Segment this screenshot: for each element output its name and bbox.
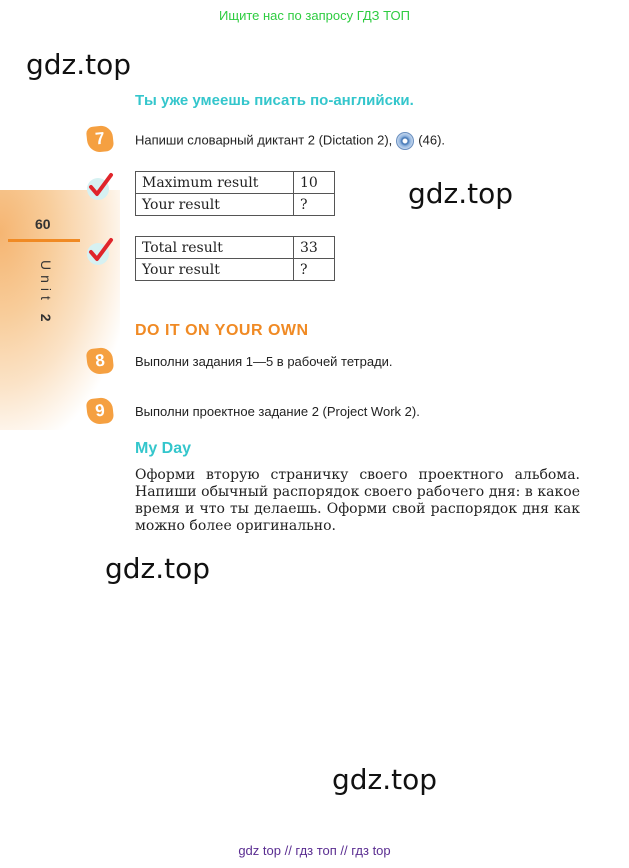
- task-7-text-main: Напиши словарный диктант 2 (Dictation 2),: [135, 132, 393, 148]
- task-number-badge: 9: [86, 397, 115, 426]
- task-9-text: Выполни проектное задание 2 (Project Work 2).: [135, 404, 420, 419]
- table-cell-label: Maximum result: [136, 172, 294, 194]
- table-row: [136, 194, 335, 216]
- table-row: [136, 259, 335, 281]
- watermark: gdz.top: [408, 177, 514, 210]
- side-divider: [8, 239, 80, 242]
- result-table-1: [135, 171, 335, 216]
- checkmark-icon: [85, 172, 115, 202]
- checkmark-icon: [85, 237, 115, 267]
- task-8-text: Выполни задания 1—5 в рабочей тетради.: [135, 354, 393, 369]
- section-title-my-day: My Day: [135, 440, 192, 457]
- table-cell-value: ?: [294, 194, 335, 216]
- search-banner[interactable]: Ищите нас по запросу ГДЗ ТОП: [219, 8, 410, 23]
- page-number: 60: [35, 216, 51, 232]
- table-cell-label: Your result: [136, 259, 294, 281]
- watermark: gdz.top: [332, 763, 438, 796]
- task-7-text: [135, 132, 445, 150]
- table-cell-label: Total result: [136, 237, 294, 259]
- unit-word: Unit: [38, 260, 54, 305]
- task-number-badge: 7: [86, 125, 115, 154]
- unit-number: 2: [38, 313, 54, 327]
- table-cell-value: 10: [294, 172, 335, 194]
- table-row: [136, 237, 335, 259]
- side-tab: [0, 190, 120, 430]
- task-number-badge: 8: [86, 347, 115, 376]
- footer-links[interactable]: gdz top // гдз топ // гдз top: [238, 843, 391, 858]
- table-row: [136, 172, 335, 194]
- task-7-text-ref: (46).: [418, 132, 446, 148]
- table-cell-value: 33: [294, 237, 335, 259]
- project-instructions: Оформи вторую страничку своего проектного альбома. Напиши обычный распорядок своего рабочего дня: в какое время и что ты делаешь. Оформи свой распорядок дня как можно более оригинально.: [135, 467, 580, 534]
- result-table-2: [135, 236, 335, 281]
- unit-label: [38, 260, 54, 327]
- watermark: gdz.top: [105, 552, 211, 585]
- section-title-own: DO IT ON YOUR OWN: [135, 322, 309, 339]
- table-cell-label: Your result: [136, 194, 294, 216]
- table-cell-value: ?: [294, 259, 335, 281]
- cd-disc-icon: [396, 132, 414, 150]
- section-title-writing: Ты уже умеешь писать по-английски.: [135, 92, 414, 109]
- watermark: gdz.top: [26, 48, 132, 81]
